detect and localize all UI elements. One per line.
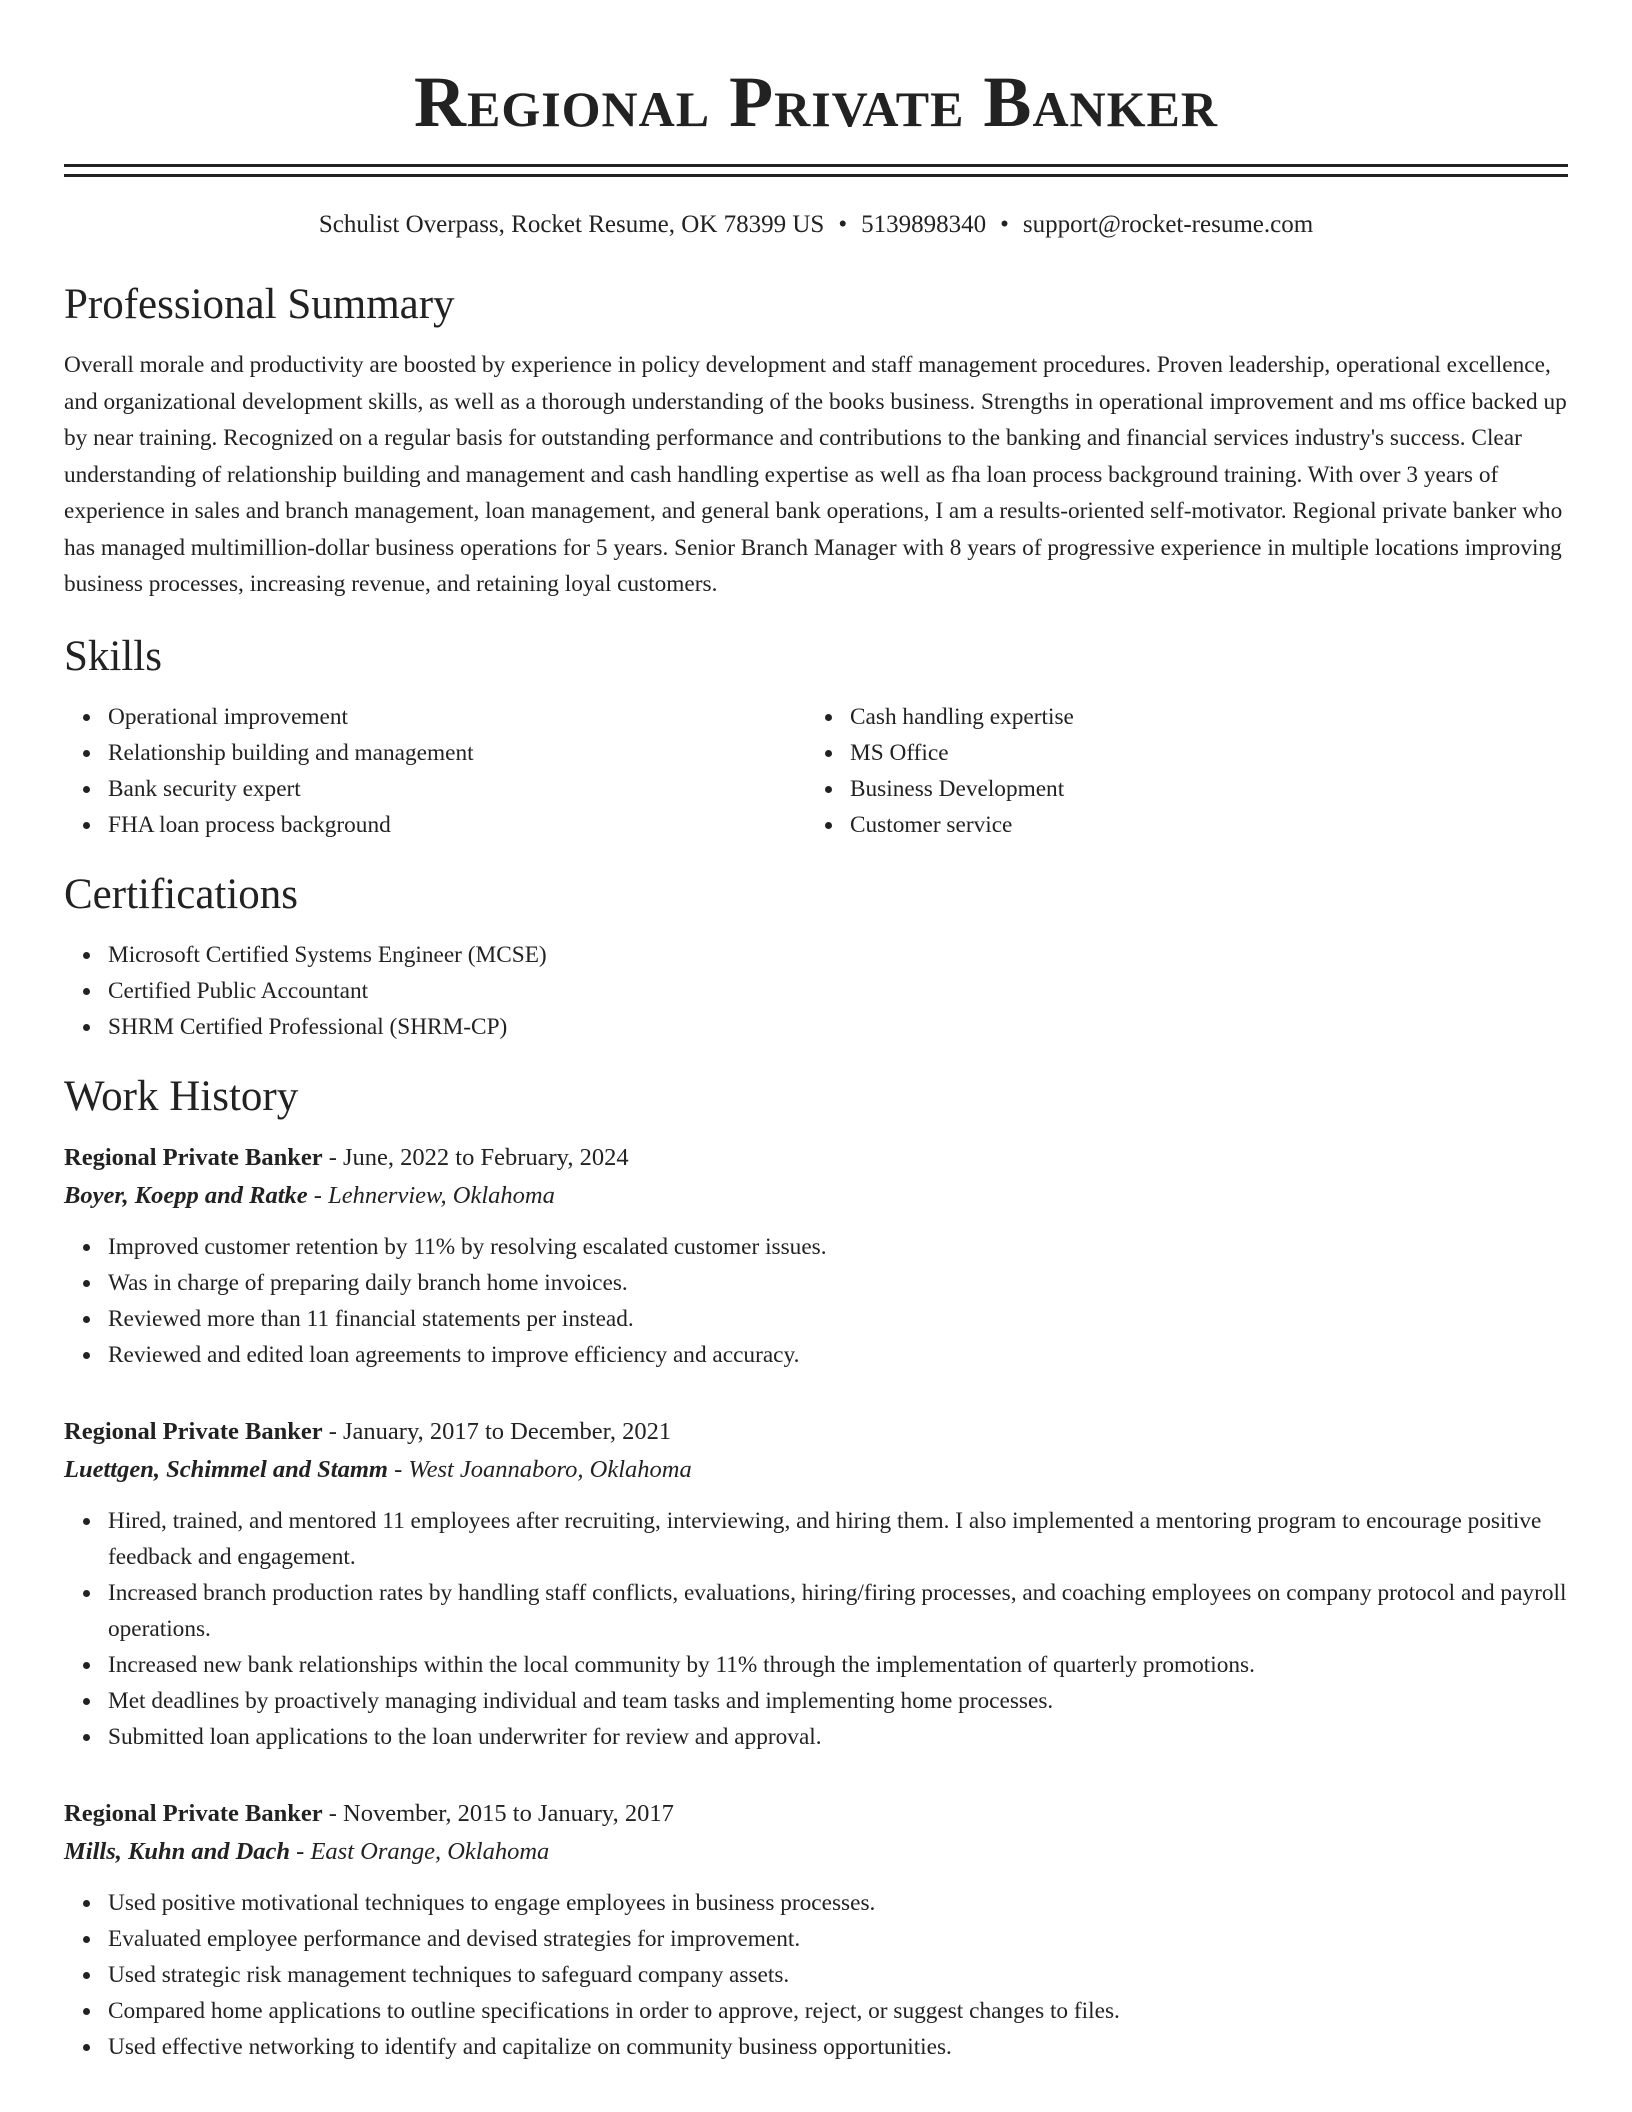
job-entry (64, 1795, 1568, 2065)
job-company-line (64, 1833, 1568, 1871)
job-company: Luettgen, Schimmel and Stamm (64, 1455, 388, 1483)
skills-grid (64, 699, 1568, 843)
skill-item: Business Development (850, 771, 1548, 807)
contact-separator: • (1000, 211, 1009, 238)
summary-heading: Professional Summary (64, 281, 455, 328)
job-bullet: Submitted loan applications to the loan underwriter for review and approval. (108, 1719, 1568, 1755)
job-entry (64, 1413, 1568, 1755)
job-bullet: Used effective networking to identify and capitalize on community business opportunities. (108, 2029, 1568, 2065)
contact-separator: • (838, 211, 848, 238)
job-bullet: Improved customer retention by 11% by resolving escalated customer issues. (108, 1229, 1568, 1265)
job-title-line (64, 1413, 1568, 1451)
skill-item: Customer service (850, 807, 1548, 843)
job-dash: - (387, 1455, 409, 1483)
job-bullet-list (64, 1503, 1568, 1755)
job-title-line (64, 1795, 1568, 1833)
contact-address: Schulist Overpass, Rocket Resume, OK 78399 US (318, 211, 825, 238)
job-bullet: Met deadlines by proactively managing individual and team tasks and implementing home processes. (108, 1683, 1568, 1719)
skill-item: Relationship building and management (108, 735, 806, 771)
job-bullet: Reviewed more than 11 financial statements per instead. (108, 1301, 1568, 1337)
job-dash: - (322, 1417, 343, 1445)
certification-item: SHRM Certified Professional (SHRM-CP) (108, 1009, 1568, 1045)
job-bullet: Hired, trained, and mentored 11 employees after recruiting, interviewing, and hiring them. I also implemented a mentoring program to encourage positive feedback and engagement. (108, 1503, 1568, 1575)
job-bullet: Reviewed and edited loan agreements to improve efficiency and accuracy. (108, 1337, 1568, 1373)
job-bullet-list (64, 1229, 1568, 1373)
skills-column-right (806, 699, 1548, 843)
job-location: Lehnerview, Oklahoma (328, 1181, 555, 1209)
title-divider (64, 164, 1568, 177)
contact-line (64, 209, 1568, 241)
job-bullet-list (64, 1885, 1568, 2065)
certification-item: Microsoft Certified Systems Engineer (MCSE) (108, 937, 1568, 973)
job-bullet: Compared home applications to outline specifications in order to approve, reject, or suggest changes to files. (108, 1993, 1568, 2029)
skills-heading: Skills (64, 632, 162, 680)
job-title: Regional Private Banker (64, 1417, 323, 1445)
skills-list-right (806, 699, 1548, 843)
job-bullet: Evaluated employee performance and devised strategies for improvement. (108, 1921, 1568, 1957)
job-dates: June, 2022 to February, 2024 (343, 1143, 629, 1171)
job-bullet: Increased new bank relationships within the local community by 11% through the implementation of quarterly promotions. (108, 1647, 1568, 1683)
skill-item: MS Office (850, 735, 1548, 771)
job-dash: - (322, 1799, 343, 1827)
job-company-line (64, 1451, 1568, 1489)
job-company: Boyer, Koepp and Ratke (64, 1181, 308, 1209)
skill-item: Operational improvement (108, 699, 806, 735)
job-company: Mills, Kuhn and Dach (64, 1837, 291, 1865)
resume-title: Regional Private Banker (413, 62, 1219, 142)
job-bullet: Used strategic risk management techniques to safeguard company assets. (108, 1957, 1568, 1993)
job-dates: November, 2015 to January, 2017 (343, 1799, 674, 1827)
job-bullet: Increased branch production rates by handling staff conflicts, evaluations, hiring/firing processes, and coaching employees on company protocol and payroll operations. (108, 1575, 1568, 1647)
job-dash: - (307, 1181, 329, 1209)
job-title: Regional Private Banker (64, 1143, 323, 1171)
work-history-heading: Work History (64, 1072, 299, 1120)
skills-list-left (64, 699, 806, 843)
job-location: West Joannaboro, Oklahoma (408, 1455, 692, 1483)
job-dash: - (290, 1837, 311, 1865)
skill-item: FHA loan process background (108, 807, 806, 843)
contact-email[interactable]: support@rocket-resume.com (1022, 211, 1314, 238)
certifications-heading: Certifications (64, 870, 299, 918)
certification-item: Certified Public Accountant (108, 973, 1568, 1009)
job-entry (64, 1139, 1568, 1373)
skill-item: Bank security expert (108, 771, 806, 807)
certifications-list (64, 937, 1568, 1045)
job-location: East Orange, Oklahoma (310, 1837, 550, 1865)
job-title-line (64, 1139, 1568, 1177)
summary-text: Overall morale and productivity are boosted by experience in policy development and staff management procedures. Proven leadership, operational excellence, and organizational development skills, as well as a thorough understanding of the books business. Strengths in operational improvement and ms office backed up by near training. Recognized on a regular basis for outstanding performance and contributions to the banking and financial services industry's success. Clear understanding of relationship building and management and cash handling expertise as well as fha loan process background training. With over 3 years of experience in sales and branch management, loan management, and general bank operations, I am a results-oriented self-motivator. Regional private banker who has managed multimillion-dollar business operations for 5 years. Senior Branch Manager with 8 years of progressive experience in multiple locations improving business processes, increasing revenue, and retaining loyal customers. (64, 352, 1567, 597)
job-title: Regional Private Banker (64, 1799, 323, 1827)
skills-column-left (64, 699, 806, 843)
skill-item: Cash handling expertise (850, 699, 1548, 735)
job-dash: - (322, 1143, 343, 1171)
job-bullet: Used positive motivational techniques to engage employees in business processes. (108, 1885, 1568, 1921)
contact-phone[interactable]: 5139898340 (861, 211, 987, 238)
job-dates: January, 2017 to December, 2021 (343, 1417, 672, 1445)
job-company-line (64, 1177, 1568, 1215)
job-bullet: Was in charge of preparing daily branch home invoices. (108, 1265, 1568, 1301)
